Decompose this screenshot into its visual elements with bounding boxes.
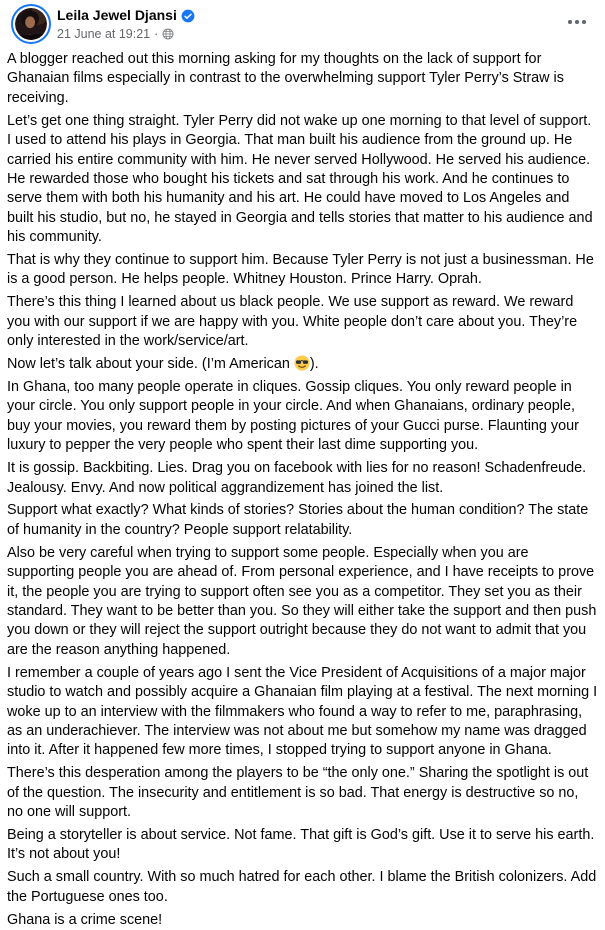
post-meta-row [57,26,561,42]
post-paragraph: A blogger reached out this morning asking for my thoughts on the lack of support for Ghanaian films especially in contrast to the overwhelming support Tyler Perry’s Straw is receiving. [7,51,568,106]
ellipsis-icon [568,20,586,24]
post-paragraph: There’s this thing I learned about us black people. We use support as reward. We reward you with our support if we are happy with you. White people don’t care about you. They’re only interested in the work/service/art. [7,294,582,350]
post-paragraph: I remember a couple of years ago I sent the Vice President of Acquisitions of a major major studio to watch and possibly acquire a Ghanaian film playing at a festival. The next morning I woke up to an interview with the filmmakers who found a way to refer to me, paraphrasing, as an underachiever. The interview was not about me but somehow my name was dragged into it. After it happened few more times, I stopped trying to support anyone in Ghana. [7,664,602,759]
meta-separator: · [154,27,159,41]
profile-picture[interactable] [11,4,51,44]
post-paragraph: That is why they continue to support him. Because Tyler Perry is not just a businessman. He is a good person. He helps people. Whitney Houston. Prince Harry. Oprah. [7,252,598,288]
post-paragraph: In Ghana, too many people operate in cliques. Gossip cliques. You only reward people in your circle. You only support people in your circle. And when Ghanaians, ordinary people, buy your movies, you reward them by posting pictures of your Gucci purse. Flaunting your luxury to pepper the very people who spent their last dime supporting you. [7,379,583,454]
post-paragraph: Such a small country. With so much hatred for each other. I blame the British colonizers. Add the Portuguese ones too. [7,869,601,905]
post-paragraph: Support what exactly? What kinds of stories? Stories about the human condition? The state of humanity in the country? People support relatability. [7,502,593,538]
sunglasses-emoji-icon [294,355,310,371]
emoji-paragraph-before: Now let’s talk about your side. (I’m American [7,356,294,373]
post-paragraph: Being a storyteller is about service. Not fame. That gift is God’s gift. Use it to serve his earth. It’s not about you! [7,826,599,863]
more-options-button[interactable] [561,6,593,38]
verified-badge-icon [181,9,195,23]
post-paragraph: There’s this desperation among the players to be “the only one.” Sharing the spotlight is out of the question. The insecurity and entitlement is so bad. That energy is destructive so no, no one will support. [7,765,593,821]
avatar-photo-icon [15,8,47,40]
privacy-public-icon [162,28,174,40]
post-timestamp[interactable]: 21 June at 19:21 [57,27,151,41]
post-body-text [0,44,605,930]
header-text-block [57,4,561,42]
post-paragraph: Let’s get one thing straight. Tyler Perry did not wake up one morning to that level of support. I used to attend his plays in Georgia. That man built his audience from the ground up. He carried his entire community with him. He never served Hollywood. He served his audience. He rewarded those who bought his tickets and sat through his work. And he continues to serve them with both his humanity and his art. He could have moved to Los Angeles and built his studio, but no, he stayed in Georgia and tells stories that matter to his audience and his community. [7,112,597,246]
post-paragraph: Also be very careful when trying to support some people. Especially when you are supporting people you are ahead of. From personal experience, and I have receipts to prove it, the people you are trying to support often see you as a competitor. They set you as their standard. They want to be better than you. So they will either take the support and then push you down or they will reject the support outright because they do not want to admit that you are the reason anything happened. [7,544,601,658]
author-name[interactable]: Leila Jewel Djansi [57,7,177,23]
author-name-row [57,7,561,24]
post-paragraph: It is gossip. Backbiting. Lies. Drag you on facebook with lies for no reason! Schadenfreude. Jealousy. Envy. And now political aggrandizement has joined the list. [7,460,591,496]
post-paragraph [7,355,598,374]
emoji-paragraph-after: ). [309,356,319,373]
post-paragraph: Ghana is a crime scene! [7,911,163,928]
post-header [0,0,605,44]
